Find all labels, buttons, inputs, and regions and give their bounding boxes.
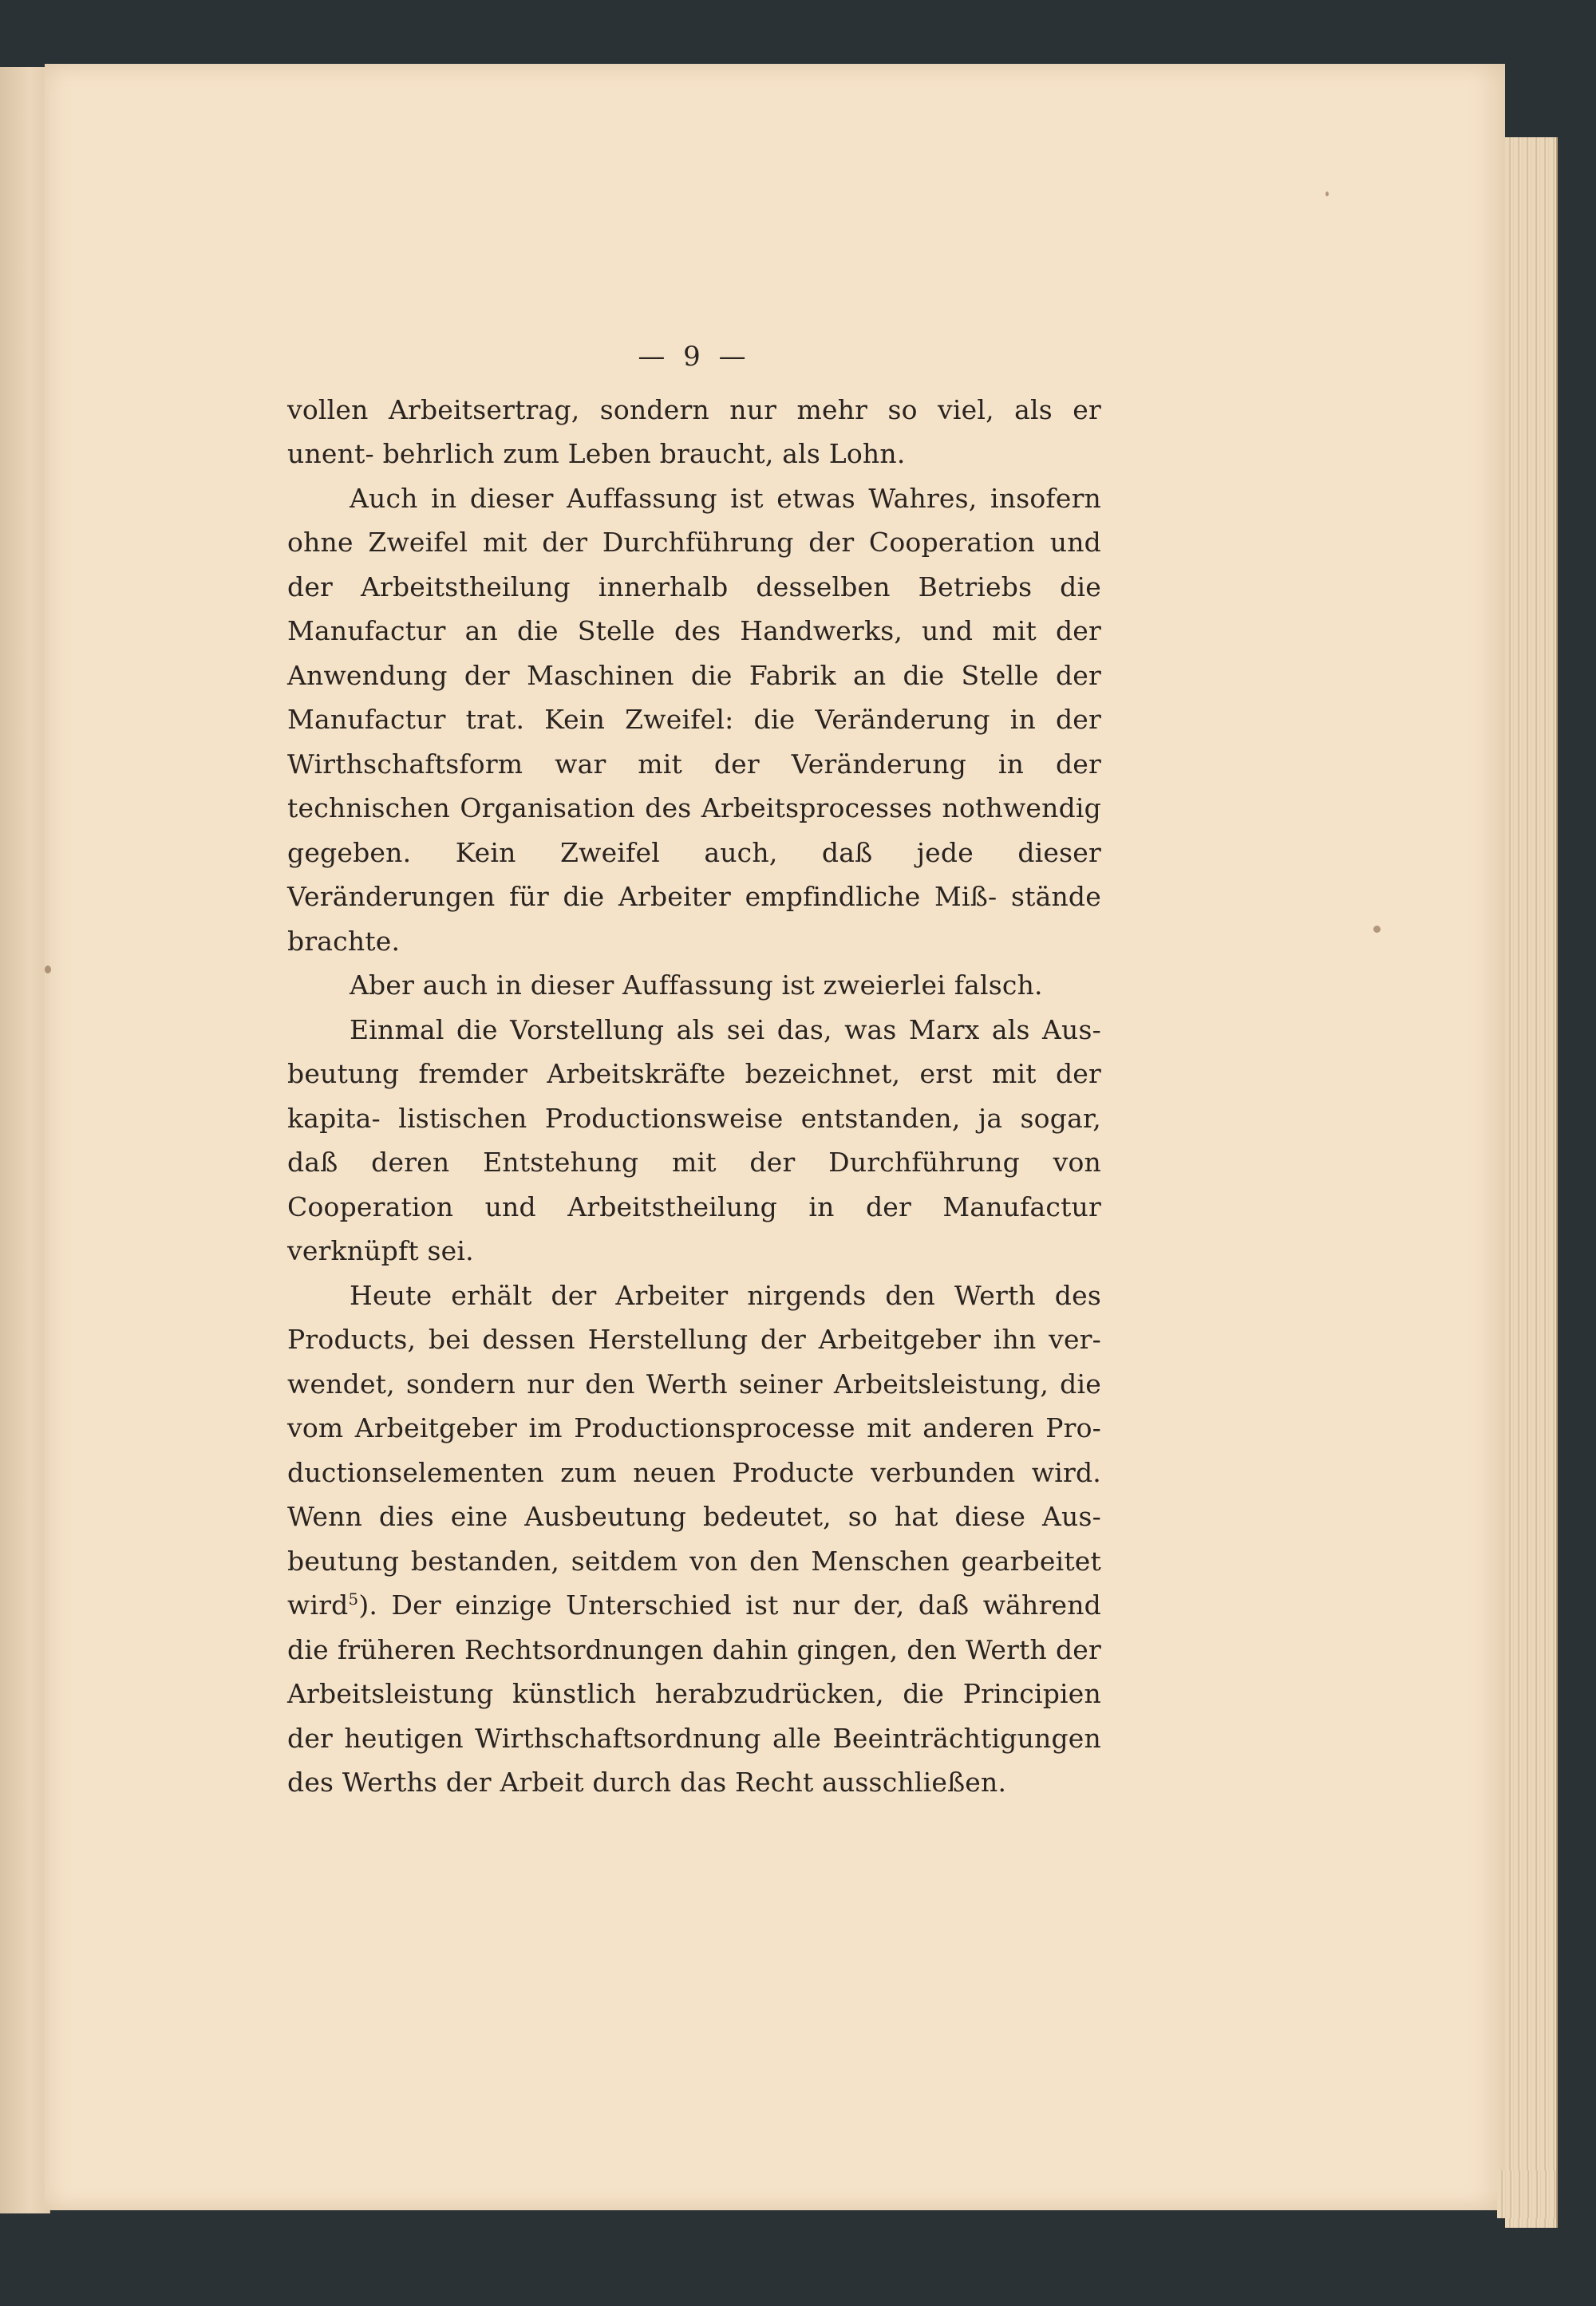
page-number: — 9 —	[638, 341, 751, 373]
footnote-reference: 5	[348, 1590, 359, 1609]
paragraph-text-after-note: ). Der einzige Unterschied ist nur der, daß während die früheren Rechtsordnungen dahin gingen, den Werth der Arbeitsleistung künstlich herabzudrücken, die Principien der heutigen Wirthschaftsordnung alle Beeinträchtigungen des Werths der Arbeit durch das Recht ausschließen.	[287, 1589, 1101, 1798]
ink-spot	[1373, 926, 1381, 933]
paragraph: Aber auch in dieser Auffassung ist zweierlei falsch.	[350, 969, 1043, 1001]
paragraph-text-before-note: Heute erhält der Arbeiter nirgends den Werth des Products, bei dessen Herstellung der Arbeitgeber ihn ver- wendet, sondern nur den Werth seiner Arbeitsleistung, die vom Arbeitgeber im Productionsprocesse mit anderen Pro- ductionselementen zum neuen Producte verbunden wird. Wenn dies eine Ausbeutung bedeutet, so hat diese Aus- beutung bestanden, seitdem von den Menschen gearbeitet wird	[287, 1279, 1101, 1621]
ink-spot	[1325, 192, 1329, 196]
page-edges-bottom	[1497, 2170, 1558, 2218]
page-text-block	[287, 335, 1101, 1805]
ink-spot	[45, 965, 51, 973]
paragraph: Einmal die Vorstellung als sei das, was Marx als Aus- beutung fremder Arbeitskräfte bezeichnet, erst mit der kapita- listischen Productionsweise entstanden, ja sogar, daß deren Entstehung mit der Durchführung von Cooperation und Arbeitstheilung in der Manufactur verknüpft sei.	[287, 1013, 1101, 1266]
paragraph-continued: vollen Arbeitsertrag, sondern nur mehr so viel, als er unent- behrlich zum Leben braucht, als Lohn.	[287, 393, 1101, 469]
paragraph: Auch in dieser Auffassung ist etwas Wahres, insofern ohne Zweifel mit der Durchführung der Cooperation und der Arbeitstheilung innerhalb desselben Betriebs die Manufactur an die Stelle des Handwerks, und mit der Anwendung der Maschinen die Fabrik an die Stelle der Manufactur trat. Kein Zweifel: die Veränderung in der Wirthschaftsform war mit der Veränderung in der technischen Organisation des Arbeitsprocesses nothwendig gegeben. Kein Zweifel auch, daß jede dieser Veränderungen für die Arbeiter empfindliche Miß- stände brachte.	[287, 482, 1101, 957]
facing-page-edge	[0, 67, 50, 2213]
paragraph-with-footnote	[287, 1273, 1101, 1805]
page-edges	[1505, 137, 1558, 2228]
